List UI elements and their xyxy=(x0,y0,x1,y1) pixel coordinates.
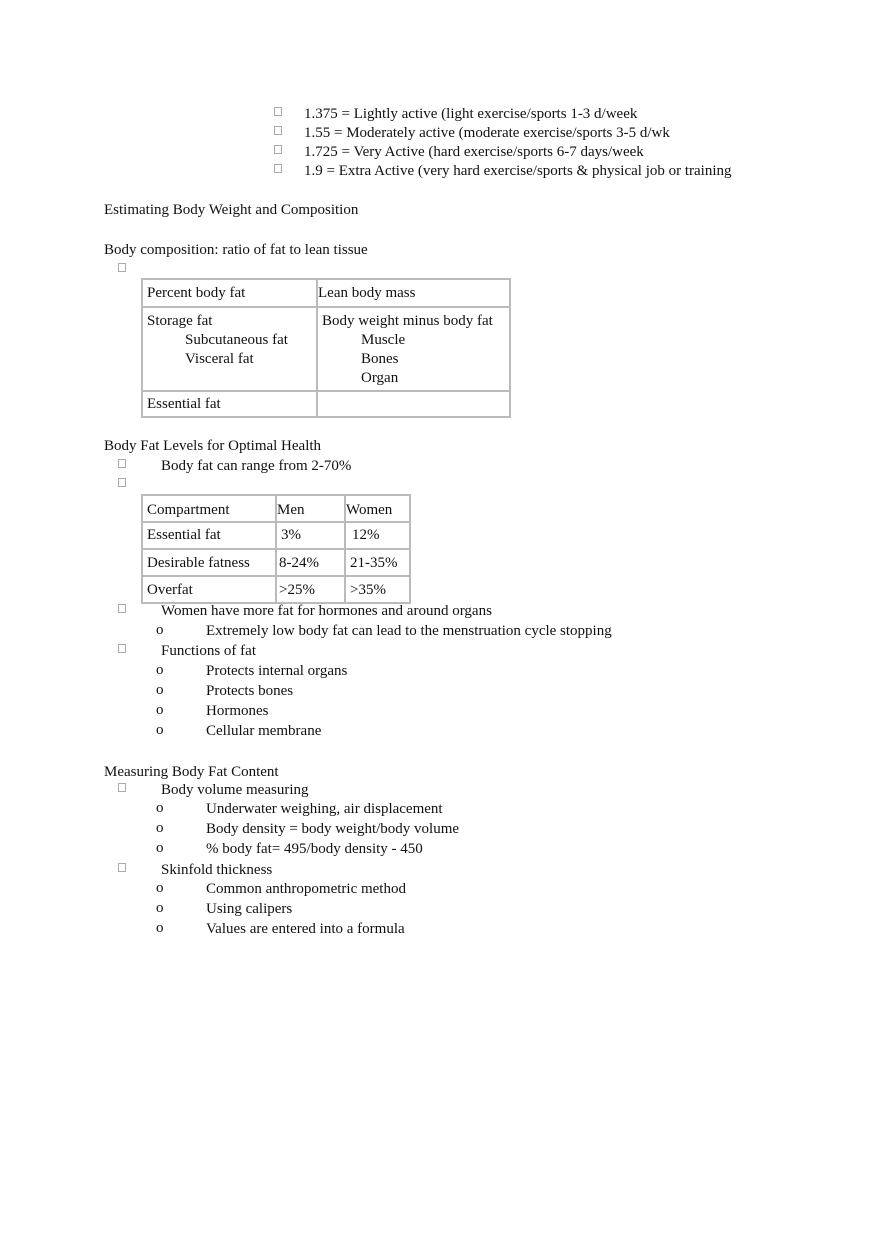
table-cell: >35% xyxy=(345,576,410,603)
bullet-box-icon xyxy=(274,164,282,173)
bullet-box-icon xyxy=(118,783,126,792)
bullet-box-icon xyxy=(118,459,126,468)
sub-bullet-marker: o xyxy=(156,800,164,816)
heading-body-fat-levels: Body Fat Levels for Optimal Health xyxy=(104,438,322,454)
bullet-box-icon xyxy=(118,644,126,653)
sub-bullet-marker: o xyxy=(156,820,164,836)
sub-bullet-marker: o xyxy=(156,702,164,718)
storage-fat: Storage fat xyxy=(147,313,213,329)
visceral-fat: Visceral fat xyxy=(185,351,254,367)
bullet-box-icon xyxy=(274,107,282,116)
table-cell: 3% xyxy=(276,522,345,549)
composition-table xyxy=(141,278,511,418)
women-sub-item: Extremely low body fat can lead to the menstruation cycle stopping xyxy=(206,623,612,639)
table-cell: Essential fat xyxy=(142,391,317,417)
table-cell: Desirable fatness xyxy=(142,549,276,576)
bullet-volume: Body volume measuring xyxy=(161,782,309,798)
table-cell: 21-35% xyxy=(345,549,410,576)
table-cell: 8-24% xyxy=(276,549,345,576)
table-header-cell: Men xyxy=(276,495,345,522)
table-cell: 12% xyxy=(345,522,410,549)
bullet-box-icon xyxy=(118,863,126,872)
table-cell: Essential fat xyxy=(142,522,276,549)
function-item: Protects bones xyxy=(206,683,294,699)
bullet-functions: Functions of fat xyxy=(161,643,256,659)
function-item: Hormones xyxy=(206,703,269,719)
function-item: Protects internal organs xyxy=(206,663,348,679)
table-cell xyxy=(317,307,510,391)
skinfold-item: Using calipers xyxy=(206,901,293,917)
lean-mass-definition: Body weight minus body fat xyxy=(322,313,493,329)
bullet-women: Women have more fat for hormones and around organs xyxy=(161,603,492,619)
volume-item: % body fat= 495/body density - 450 xyxy=(206,841,423,857)
function-item: Cellular membrane xyxy=(206,723,322,739)
table-cell: >25% xyxy=(276,576,345,603)
composition-line: Body composition: ratio of fat to lean tissue xyxy=(104,242,368,258)
table-cell: Overfat xyxy=(142,576,276,603)
table-cell xyxy=(142,307,317,391)
sub-bullet-marker: o xyxy=(156,682,164,698)
lean-muscle: Muscle xyxy=(361,332,406,348)
bullet-box-icon xyxy=(118,263,126,272)
sub-bullet-marker: o xyxy=(156,662,164,678)
sub-bullet-marker: o xyxy=(156,622,164,638)
table-row xyxy=(142,549,410,576)
bullet-range: Body fat can range from 2-70% xyxy=(161,458,352,474)
sub-bullet-marker: o xyxy=(156,840,164,856)
lean-organ: Organ xyxy=(361,370,399,386)
table-header-cell: Women xyxy=(345,495,410,522)
bullet-box-icon xyxy=(274,126,282,135)
sub-bullet-marker: o xyxy=(156,900,164,916)
skinfold-item: Common anthropometric method xyxy=(206,881,406,897)
fat-levels-table xyxy=(141,494,411,604)
table-row xyxy=(142,576,410,603)
heading-estimating: Estimating Body Weight and Composition xyxy=(104,202,359,218)
table-header-cell: Percent body fat xyxy=(142,279,317,307)
volume-item: Body density = body weight/body volume xyxy=(206,821,460,837)
sub-bullet-marker: o xyxy=(156,920,164,936)
bullet-box-icon xyxy=(274,145,282,154)
activity-factor-item: 1.9 = Extra Active (very hard exercise/sports & physical job or training xyxy=(304,163,732,179)
subcutaneous-fat: Subcutaneous fat xyxy=(185,332,288,348)
table-row xyxy=(142,522,410,549)
activity-factor-item: 1.375 = Lightly active (light exercise/sports 1-3 d/week xyxy=(304,106,638,122)
sub-bullet-marker: o xyxy=(156,722,164,738)
table-cell-empty xyxy=(317,391,510,417)
bullet-box-icon xyxy=(118,604,126,613)
bullet-skinfold: Skinfold thickness xyxy=(161,862,273,878)
volume-item: Underwater weighing, air displacement xyxy=(206,801,443,817)
sub-bullet-marker: o xyxy=(156,880,164,896)
bullet-box-icon xyxy=(118,478,126,487)
skinfold-item: Values are entered into a formula xyxy=(206,921,405,937)
activity-factor-item: 1.55 = Moderately active (moderate exercise/sports 3-5 d/wk xyxy=(304,125,670,141)
table-header-cell: Lean body mass xyxy=(317,279,510,307)
activity-factor-item: 1.725 = Very Active (hard exercise/sports 6-7 days/week xyxy=(304,144,644,160)
heading-measuring: Measuring Body Fat Content xyxy=(104,764,279,780)
table-header-cell: Compartment xyxy=(142,495,276,522)
lean-bones: Bones xyxy=(361,351,399,367)
